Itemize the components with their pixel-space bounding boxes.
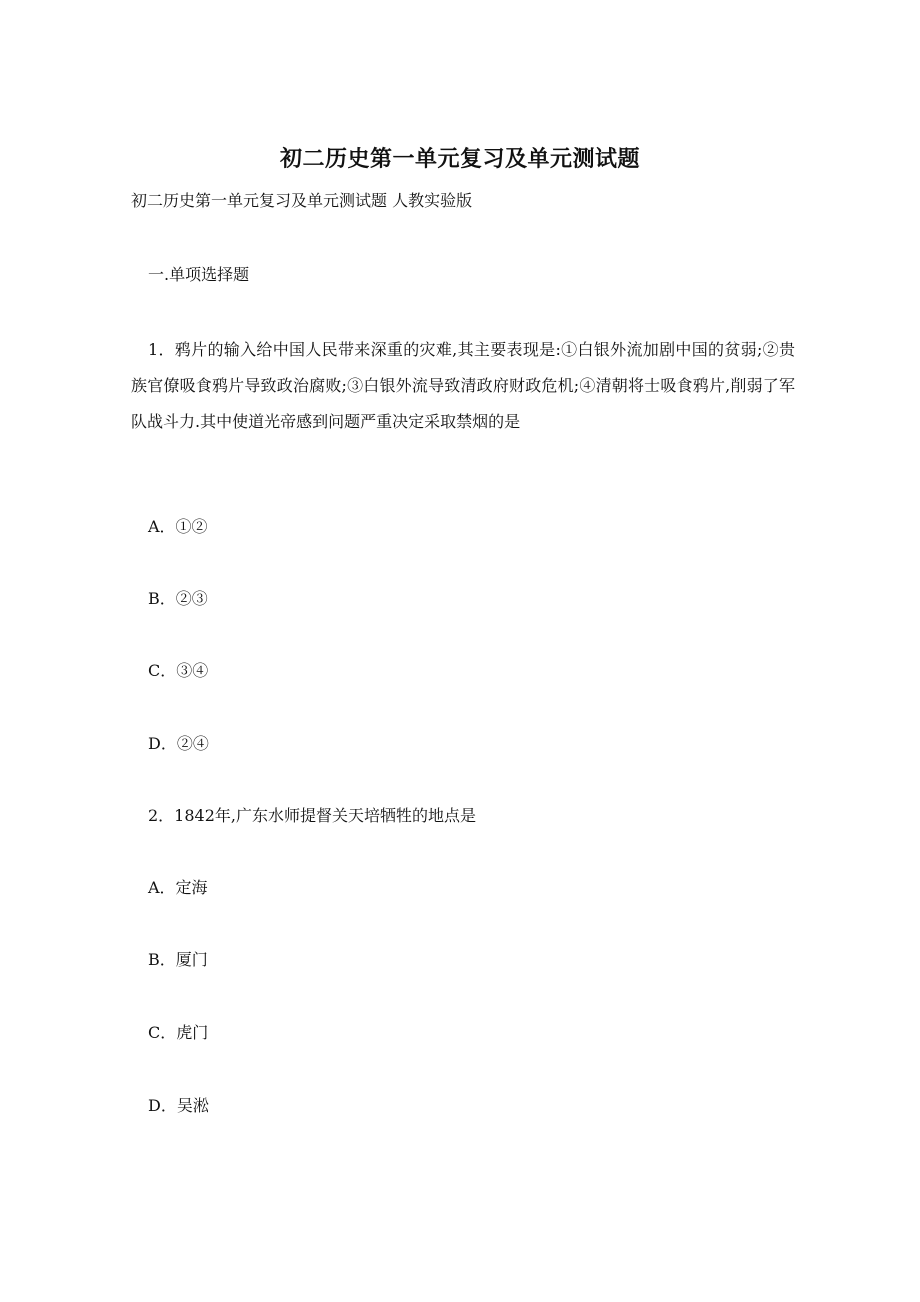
question-1-stem: 1．鸦片的输入给中国人民带来深重的灾难,其主要表现是:①白银外流加剧中国的贫弱;②贵族官僚吸食鸦片导致政治腐败;③白银外流导致清政府财政危机;④清朝将士吸食鸦片,削弱了军队战斗力.其中使道光帝感到问题严重决定采取禁烟的是	[131, 340, 795, 431]
question-2-option-b: B．厦门	[148, 950, 208, 969]
page-subtitle: 初二历史第一单元复习及单元测试题 人教实验版	[131, 191, 473, 210]
question-2-option-c: C．虎门	[148, 1023, 209, 1042]
question-1-option-d: D．②④	[148, 734, 209, 753]
question-1-option-a: A．①②	[148, 517, 208, 536]
question-1-option-c: C．③④	[148, 661, 209, 680]
question-2-option-a: A．定海	[148, 878, 208, 897]
section-heading: 一.单项选择题	[148, 265, 250, 284]
question-2-stem: 2．1842年,广东水师提督关天培牺牲的地点是	[148, 806, 476, 825]
question-1-option-b: B．②③	[148, 589, 208, 608]
page-title: 初二历史第一单元复习及单元测试题	[279, 146, 640, 172]
question-2-option-d: D．吴淞	[148, 1096, 209, 1115]
